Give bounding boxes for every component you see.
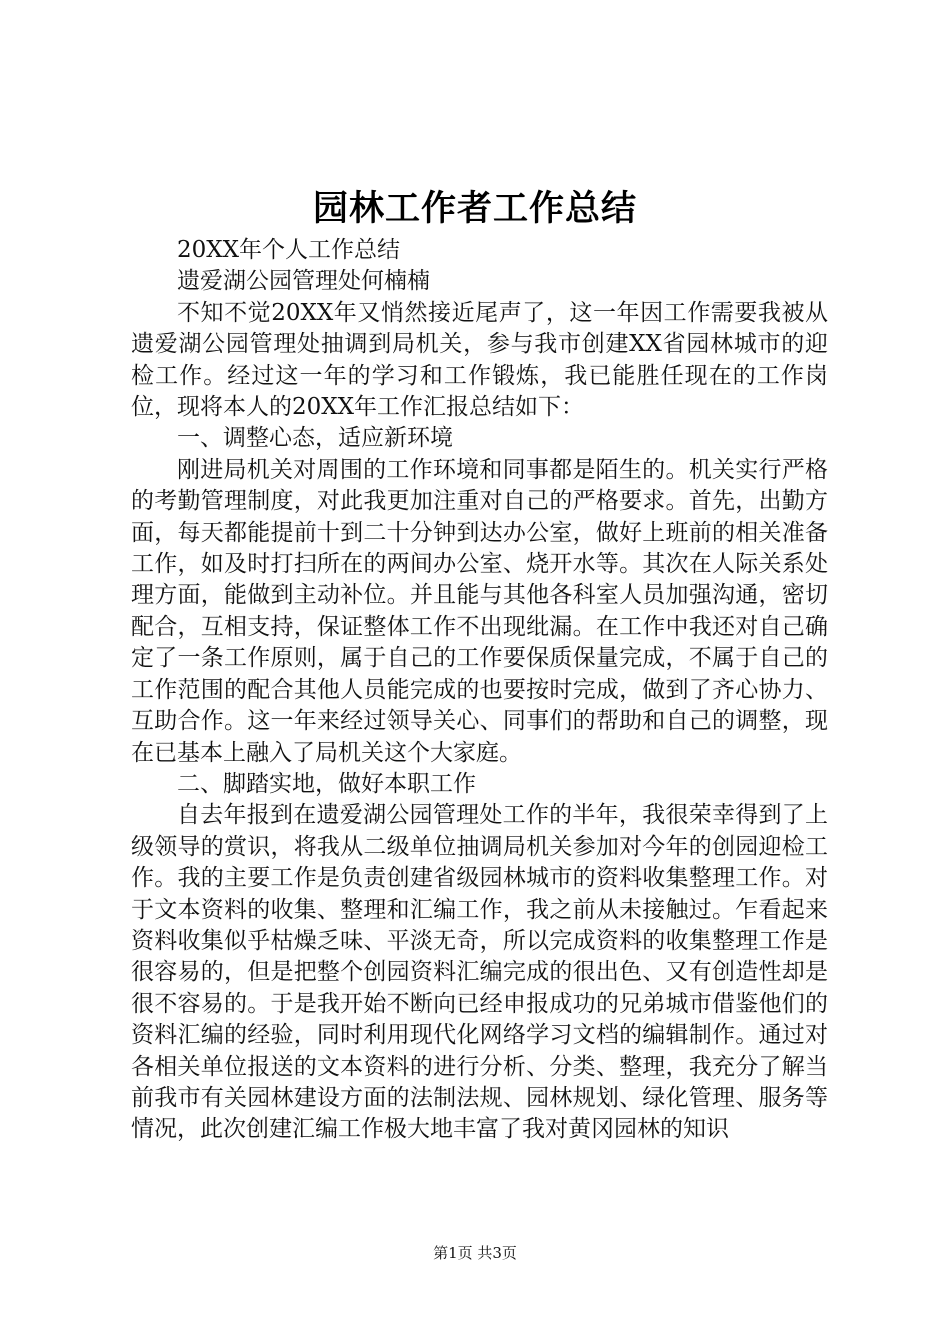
section-heading-1: 一、调整心态，适应新环境 — [177, 425, 453, 452]
paragraph-author: 遗爱湖公园管理处何楠楠 — [177, 268, 430, 295]
document-body — [131, 235, 828, 1146]
page-footer: 第1页 共3页 — [433, 1244, 517, 1262]
paragraph-section-2: 自去年报到在遗爱湖公园管理处工作的半年，我很荣幸得到了上级领导的赏识，将我从二级单位抽调局机关参加对今年的创园迎检工作。我的主要工作是负责创建省级园林城市的资料收集整理工作。对于文本资料的收集、整理和汇编工作，我之前从未接触过。乍看起来资料收集似乎枯燥乏味、平淡无奇，所以完成资料的收集整理工作是很容易的，但是把整个创园资料汇编完成的很出色、又有创造性却是很不容易的。于是我开始不断向已经申报成功的兄弟城市借鉴他们的资料汇编的经验，同时利用现代化网络学习文档的编辑制作。通过对各相关单位报送的文本资料的进行分析、分类、整理，我充分了解当前我市有关园林建设方面的法制法规、园林规划、绿化管理、服务等情况，此次创建汇编工作极大地丰富了我对黄冈园林的知识 — [131, 802, 828, 1143]
paragraph-section-1: 刚进局机关对周围的工作环境和同事都是陌生的。机关实行严格的考勤管理制度，对此我更加注重对自己的严格要求。首先，出勤方面，每天都能提前十到二十分钟到达办公室，做好上班前的相关准备工作，如及时打扫所在的两间办公室、烧开水等。其次在人际关系处理方面，能做到主动补位。并且能与其他各科室人员加强沟通，密切配合，互相支持，保证整体工作不出现纰漏。在工作中我还对自己确定了一条工作原则，属于自己的工作要保质保量完成，不属于自己的工作范围的配合其他人员能完成的也要按时完成，做到了齐心协力、互助合作。这一年来经过领导关心、同事们的帮助和自己的调整，现在已基本上融入了局机关这个大家庭。 — [131, 456, 828, 766]
paragraph-subtitle: 20XX年个人工作总结 — [177, 237, 401, 263]
paragraph-intro: 不知不觉20XX年又悄然接近尾声了，这一年因工作需要我被从遗爱湖公园管理处抽调到局机关，参与我市创建XX省园林城市的迎检工作。经过这一年的学习和工作锻炼，我已能胜任现在的工作岗位，现将本人的20XX年工作汇报总结如下： — [131, 299, 828, 421]
document-title: 园林工作者工作总结 — [312, 188, 637, 229]
section-heading-2: 二、脚踏实地，做好本职工作 — [177, 770, 476, 797]
